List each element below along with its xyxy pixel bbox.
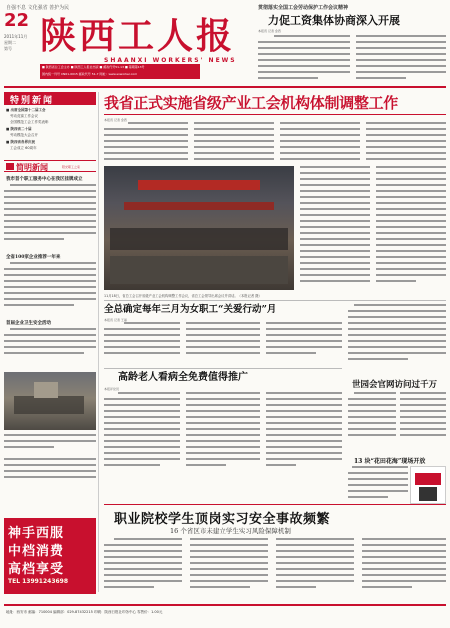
main-body-right	[300, 166, 446, 290]
story2-headline: 全总确定每年三月为女职工“关爱行动”月	[104, 304, 277, 315]
ad-line-2: 中档消费	[8, 544, 65, 559]
story4-sub-body	[348, 466, 408, 506]
brief-2-body	[4, 262, 96, 318]
brief-news-header	[4, 160, 96, 172]
main-divider	[104, 300, 446, 301]
ad-box[interactable]	[4, 518, 96, 594]
masthead-rule	[4, 86, 446, 88]
masthead-info-line2: 国内统一刊号 CN61-0015 邮政代号 51-7 网址：www.sxworker.com	[42, 72, 138, 76]
masthead-info-line1: ■ 陕西省总工会主办 ■ 陕西工人报社出版 ■ 邮政代号51-13 ■ 第期第13号	[42, 65, 145, 69]
brief-1-headline: 我市首个职工服务中心在我区挂牌成立	[6, 177, 83, 182]
main-photo	[104, 166, 294, 290]
list-item[interactable]: ■ 陕西省各界庆祝	[6, 140, 36, 144]
brief-news-icon	[6, 163, 14, 170]
special-news-title: 特别新闻	[10, 96, 55, 106]
main-byline: 本报讯 记者 金西	[104, 118, 127, 122]
main-photo-caption: 11月18日，省总工会召开省级产业工会机构调整工作会议，省总工会领导出席会议并讲话。（本报记者 摄）	[104, 294, 262, 298]
top-right-kicker: 贯彻落实全国工会劳动保护工作会议精神	[258, 5, 349, 11]
date-year-month: 2011年11月	[4, 34, 28, 39]
list-item[interactable]: ■ 出席全国第十二届工会	[6, 108, 46, 112]
story5-rule	[104, 504, 446, 505]
masthead-english: SHAANXI WORKERS' NEWS	[104, 57, 237, 64]
issue-label: 第号	[4, 46, 12, 51]
left-brief-4-body	[4, 458, 96, 498]
right-brief-body	[348, 304, 446, 372]
story2-body	[104, 322, 342, 362]
story3-headline: 高龄老人看病全免费值得推广	[118, 372, 248, 383]
brief-3-body	[4, 328, 96, 368]
brief-news-title: 简明新闻	[16, 162, 48, 172]
story3-body	[104, 392, 342, 472]
top-right-byline: 本报讯 记者 金西	[258, 29, 281, 33]
story5-body	[104, 538, 446, 594]
left-column	[4, 92, 96, 512]
date-day: 22	[4, 10, 30, 31]
story3-byline: 本报评论员	[104, 387, 120, 391]
left-photo-caption	[4, 434, 96, 454]
footer-text: 地址：西安市 邮编：710004 编辑部：029-87432215 印刷：陕西日报社印务中心 零售价：1.00元	[6, 610, 163, 614]
top-right-body	[258, 34, 448, 84]
brief-2-headline: 全省100家企业推荐一年来	[6, 255, 61, 260]
date-weekday: 星期二	[4, 40, 16, 45]
ad-line-1: 神手西服	[8, 526, 65, 541]
list-item[interactable]: ■ 陕西省二十届	[6, 127, 32, 131]
story4-body	[348, 392, 446, 452]
date-box	[4, 12, 40, 66]
list-item[interactable]: 工会成立 60周年	[10, 146, 37, 150]
masthead-tagline: 自强不息 文化强省 善护为民	[6, 5, 70, 11]
left-photo	[4, 372, 96, 430]
story4-graphic	[410, 466, 446, 504]
list-item[interactable]: 全国模范工会工作奖表彰	[10, 120, 49, 124]
main-body-top	[104, 122, 446, 162]
ad-line-3: 高档享受	[8, 562, 65, 577]
main-headline: 我省正式实施省级产业工会机构体制调整工作	[104, 94, 399, 112]
list-item[interactable]: 劳动竞赛工作会议	[10, 114, 38, 118]
column-divider	[98, 92, 99, 592]
story4-subhead: 13 块“花田花海”现场开放	[354, 458, 426, 465]
ad-contact: TEL 13991243698	[8, 578, 69, 585]
main-photo-banner	[138, 180, 260, 190]
brief-3-headline: 首届企业卫生安全活动	[6, 321, 51, 326]
masthead-title: 陕西工人报	[40, 15, 236, 57]
brief-1-body	[4, 184, 96, 246]
top-right-headline: 力促工资集体协商深入开展	[268, 14, 400, 27]
story5-subhead: 16 个省区市未建立学生实习风险保障机制	[170, 527, 291, 535]
story5-headline: 职业院校学生顶岗实习安全事故频繁	[114, 512, 331, 527]
story2-divider	[104, 368, 342, 369]
list-item[interactable]: 劳动模范大会召开	[10, 133, 38, 137]
brief-news-label: 阳光职工之家	[62, 165, 81, 169]
main-headline-rule	[104, 114, 446, 115]
footer-rule	[4, 604, 446, 606]
story2-byline: 本报讯 记者 王丽	[104, 318, 127, 322]
special-news-header	[4, 92, 96, 105]
story4-headline: 世园会官网访问过千万	[352, 380, 438, 390]
